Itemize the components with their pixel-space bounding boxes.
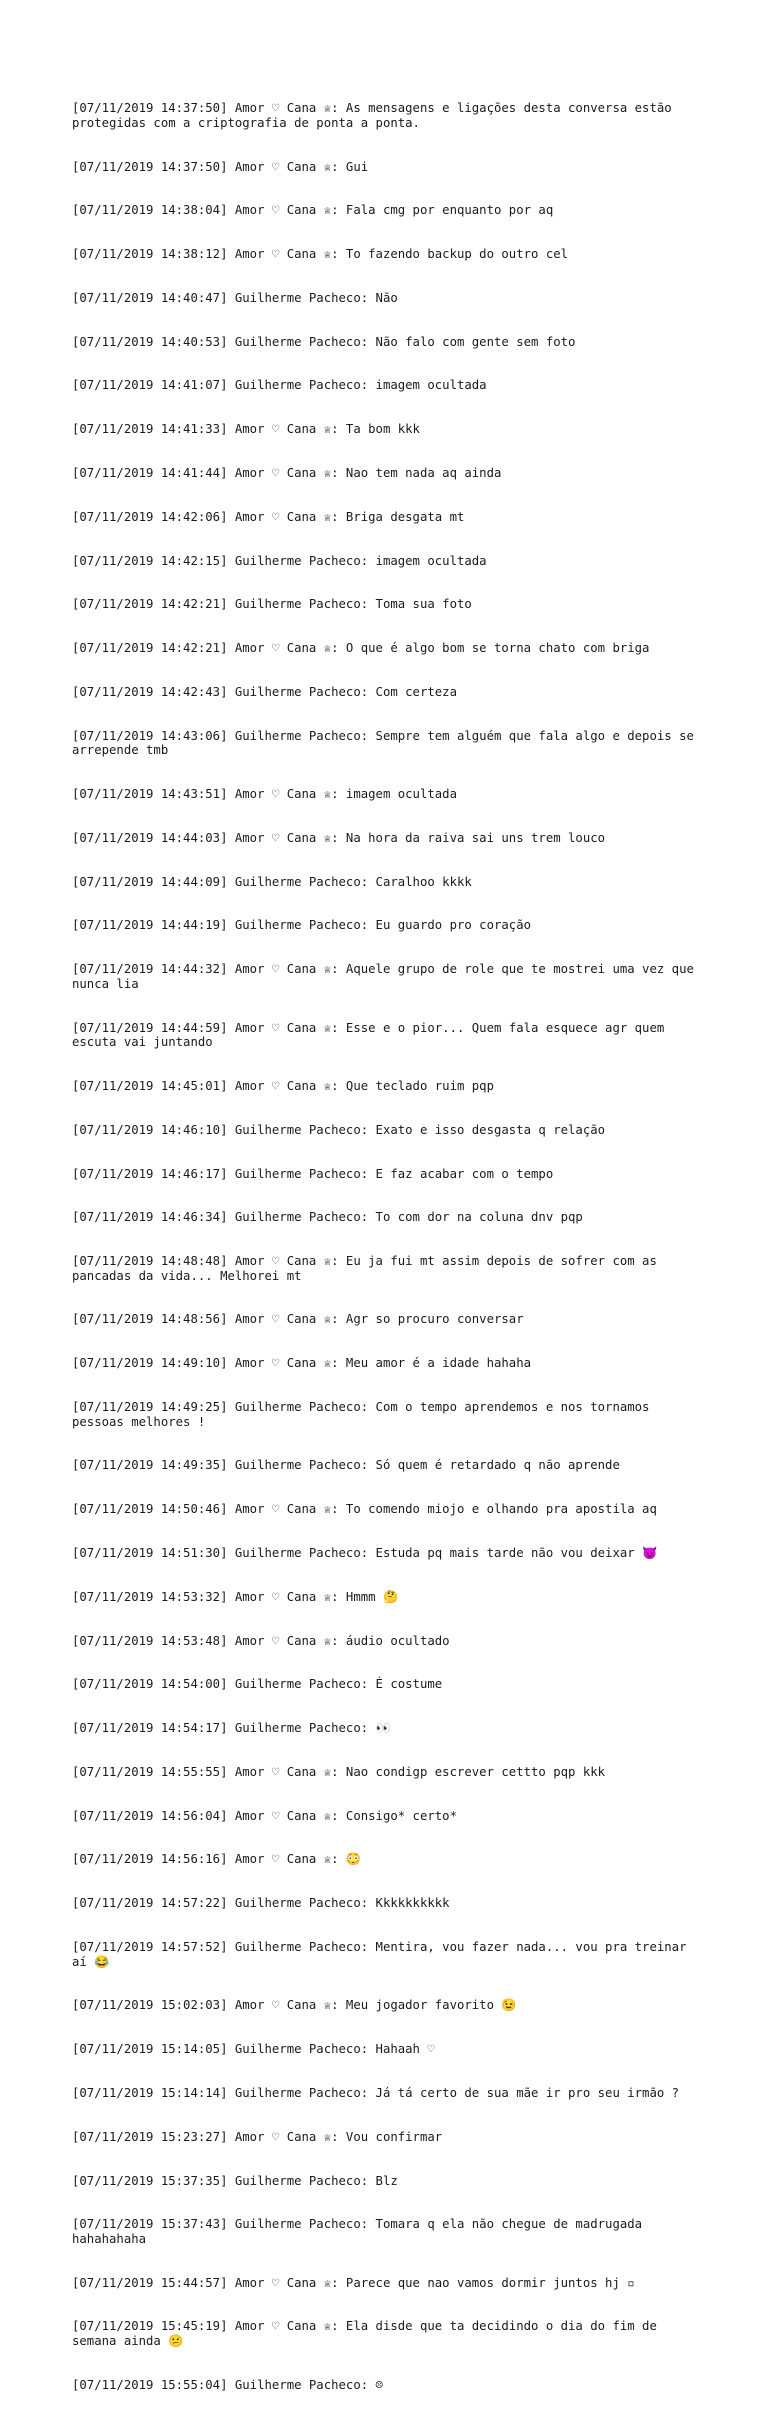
- chat-message: [07/11/2019 14:56:16] Amor ♡ Cana ♕: 😳: [72, 1852, 362, 1867]
- chat-message: [07/11/2019 14:41:07] Guilherme Pacheco: imagem ocultada: [72, 378, 487, 393]
- chat-message: [07/11/2019 14:53:48] Amor ♡ Cana ♕: áudio ocultado: [72, 1633, 450, 1648]
- chat-message: [07/11/2019 15:37:35] Guilherme Pacheco: Blz: [72, 2173, 398, 2188]
- chat-message: [07/11/2019 14:40:47] Guilherme Pacheco: Não: [72, 290, 398, 305]
- chat-message: [07/11/2019 14:37:50] Amor ♡ Cana ♕: Gui: [72, 159, 369, 174]
- chat-message: [07/11/2019 14:48:56] Amor ♡ Cana ♕: Agr so procuro conversar: [72, 1312, 524, 1327]
- chat-message: [07/11/2019 14:42:43] Guilherme Pacheco: Com certeza: [72, 684, 457, 699]
- chat-message: [07/11/2019 14:37:50] Amor ♡ Cana ♕: As mensagens e ligações desta conversa estão protegidas com a criptografia de ponta a ponta.: [72, 101, 680, 130]
- chat-message: [07/11/2019 14:40:53] Guilherme Pacheco: Não falo com gente sem foto: [72, 334, 576, 349]
- chat-message: [07/11/2019 14:42:21] Guilherme Pacheco: Toma sua foto: [72, 597, 472, 612]
- chat-message: [07/11/2019 14:51:30] Guilherme Pacheco: Estuda pq mais tarde não vou deixar 😈: [72, 1545, 658, 1560]
- chat-message: [07/11/2019 15:45:19] Amor ♡ Cana ♕: Ela disde que ta decidindo o dia do fim de semana ainda 😕: [72, 2319, 665, 2349]
- chat-message: [07/11/2019 15:55:04] Guilherme Pacheco: ☹: [72, 2377, 383, 2392]
- chat-message: [07/11/2019 15:44:57] Amor ♡ Cana ♕: Parece que nao vamos dormir juntos hj ▫: [72, 2275, 635, 2290]
- chat-message: [07/11/2019 14:50:46] Amor ♡ Cana ♕: To comendo miojo e olhando pra apostila aq: [72, 1502, 657, 1517]
- chat-message: [07/11/2019 14:41:44] Amor ♡ Cana ♕: Nao tem nada aq ainda: [72, 466, 502, 481]
- chat-message: [07/11/2019 14:44:09] Guilherme Pacheco: Caralhoo kkkk: [72, 874, 472, 889]
- chat-message: [07/11/2019 15:14:05] Guilherme Pacheco: Hahaah ♡: [72, 2042, 435, 2057]
- chat-message: [07/11/2019 14:49:25] Guilherme Pacheco: Com o tempo aprendemos e nos tornamos pessoas melhores !: [72, 1400, 657, 1429]
- chat-message: [07/11/2019 14:55:55] Amor ♡ Cana ♕: Nao condigp escrever cettto pqp kkk: [72, 1764, 606, 1779]
- chat-message: [07/11/2019 14:42:06] Amor ♡ Cana ♕: Briga desgata mt: [72, 509, 465, 524]
- chat-message: [07/11/2019 15:02:03] Amor ♡ Cana ♕: Meu jogador favorito 😉: [72, 1998, 517, 2013]
- chat-message: [07/11/2019 14:41:33] Amor ♡ Cana ♕: Ta bom kkk: [72, 422, 420, 437]
- chat-message: [07/11/2019 14:43:06] Guilherme Pacheco: Sempre tem alguém que fala algo e depois se arrepende tmb: [72, 728, 702, 758]
- chat-message: [07/11/2019 14:46:17] Guilherme Pacheco: E faz acabar com o tempo: [72, 1166, 554, 1181]
- chat-message: [07/11/2019 14:57:52] Guilherme Pacheco: Mentira, vou fazer nada... vou pra treinar aí 😂: [72, 1940, 694, 1969]
- chat-message: [07/11/2019 14:54:00] Guilherme Pacheco: É costume: [72, 1677, 443, 1692]
- chat-message: [07/11/2019 14:44:32] Amor ♡ Cana ♕: Aquele grupo de role que te mostrei uma vez que nunca lia: [72, 962, 702, 991]
- chat-message: [07/11/2019 14:56:04] Amor ♡ Cana ♕: Consigo* certo*: [72, 1808, 457, 1823]
- chat-message: [07/11/2019 14:44:59] Amor ♡ Cana ♕: Esse e o pior... Quem fala esquece agr quem escuta vai juntando: [72, 1020, 672, 1050]
- chat-message: [07/11/2019 14:44:03] Amor ♡ Cana ♕: Na hora da raiva sai uns trem louco: [72, 830, 606, 845]
- chat-message: [07/11/2019 14:46:10] Guilherme Pacheco: Exato e isso desgasta q relação: [72, 1122, 606, 1137]
- chat-message: [07/11/2019 15:14:14] Guilherme Pacheco: Já tá certo de sua mãe ir pro seu irmão ?: [72, 2085, 680, 2100]
- chat-message: [07/11/2019 14:54:17] Guilherme Pacheco: 👀: [72, 1721, 391, 1736]
- chat-message: [07/11/2019 14:38:04] Amor ♡ Cana ♕: Fala cmg por enquanto por aq: [72, 203, 554, 218]
- chat-message: [07/11/2019 14:49:10] Amor ♡ Cana ♕: Meu amor é a idade hahaha: [72, 1356, 532, 1371]
- chat-message: [07/11/2019 14:49:35] Guilherme Pacheco: Só quem é retardado q não aprende: [72, 1458, 620, 1473]
- chat-message: [07/11/2019 14:45:01] Amor ♡ Cana ♕: Que teclado ruim pqp: [72, 1078, 494, 1093]
- chat-message: [07/11/2019 14:53:32] Amor ♡ Cana ♕: Hmmm 🤔: [72, 1589, 399, 1604]
- chat-export-log: [72, 72, 700, 2422]
- chat-message: [07/11/2019 14:44:19] Guilherme Pacheco: Eu guardo pro coração: [72, 918, 532, 933]
- chat-message: [07/11/2019 14:42:15] Guilherme Pacheco: imagem ocultada: [72, 553, 487, 568]
- chat-message: [07/11/2019 14:38:12] Amor ♡ Cana ♕: To fazendo backup do outro cel: [72, 247, 569, 262]
- chat-message: [07/11/2019 14:48:48] Amor ♡ Cana ♕: Eu ja fui mt assim depois de sofrer com as pancadas da vida... Melhorei mt: [72, 1254, 665, 1283]
- chat-message: [07/11/2019 15:37:43] Guilherme Pacheco: Tomara q ela não chegue de madrugada hahahahaha: [72, 2217, 650, 2246]
- chat-message: [07/11/2019 14:43:51] Amor ♡ Cana ♕: imagem ocultada: [72, 787, 457, 802]
- chat-message: [07/11/2019 15:23:27] Amor ♡ Cana ♕: Vou confirmar: [72, 2129, 443, 2144]
- chat-message: [07/11/2019 14:46:34] Guilherme Pacheco: To com dor na coluna dnv pqp: [72, 1210, 583, 1225]
- chat-message: [07/11/2019 14:42:21] Amor ♡ Cana ♕: O que é algo bom se torna chato com briga: [72, 641, 650, 656]
- chat-message: [07/11/2019 14:57:22] Guilherme Pacheco: Kkkkkkkkkk: [72, 1896, 450, 1911]
